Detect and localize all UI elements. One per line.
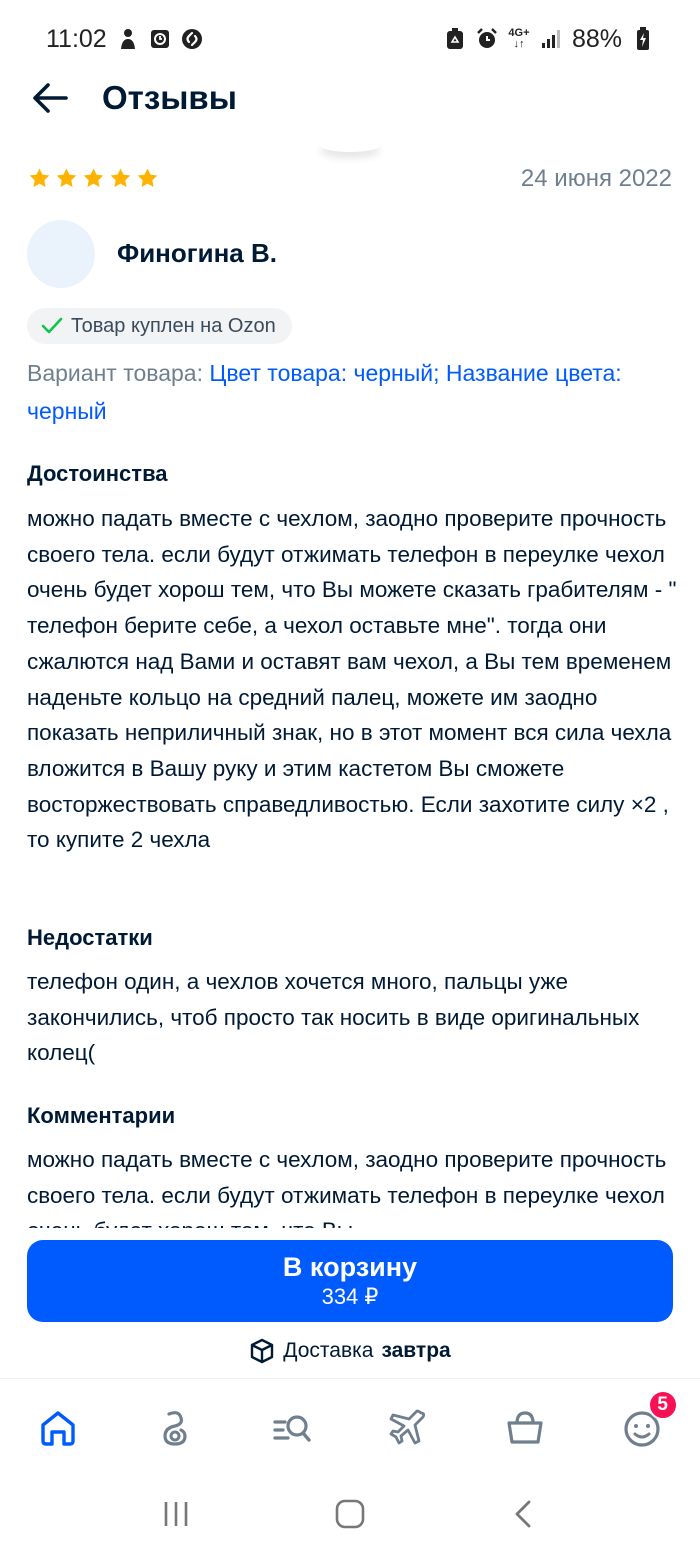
status-left xyxy=(46,25,203,54)
back-system-button[interactable] xyxy=(509,1499,539,1534)
status-time: 11:02 xyxy=(46,24,107,53)
review-date: 24 июня 2022 xyxy=(520,165,672,192)
delivery-info xyxy=(0,1338,700,1364)
shazam-icon xyxy=(181,28,203,50)
pros-text: можно падать вместе с чехлом, заодно проверите прочность своего тела. если будут отжимать телефон в переулке чехол очень будет хорош тем, что Вы можете сказать грабителям - " телефон берите себе, а чехол оставьте мне". тогда они сжалются над Вами и оставят вам чехол, а Вы тем временем наденьте кольцо на средний палец, можете им заодно показать неприличный знак, но в этот момент вся сила чехла вложится в Вашу руку и этим кастетом Вы сможете восторжествовать справедливостью. Если захотите силу ×2 , то купите 2 чехла xyxy=(27,506,677,853)
cons-text: телефон один, а чехлов хочется много, пальцы уже закончились, чтоб просто так носить в виде оригинальных колец( xyxy=(27,969,640,1066)
recent-apps-button[interactable] xyxy=(161,1499,191,1534)
tab-travel[interactable] xyxy=(378,1398,438,1458)
tab-search-list[interactable] xyxy=(262,1398,322,1458)
delivery-prefix: Доставка xyxy=(283,1339,374,1362)
alarm-icon xyxy=(476,28,498,50)
chevron-left-icon xyxy=(509,1499,539,1529)
battery-charging-icon xyxy=(632,28,654,50)
star-icon xyxy=(136,167,159,190)
status-right xyxy=(444,25,654,54)
delivery-when: завтра xyxy=(381,1339,451,1362)
check-icon xyxy=(41,316,63,336)
author-name[interactable]: Финогина В. xyxy=(117,238,277,268)
purchased-badge xyxy=(27,308,292,344)
clock-app-icon xyxy=(149,28,171,50)
pros-title: Достоинства xyxy=(27,461,168,486)
comment-title: Комментарии xyxy=(27,1103,176,1128)
cart-area xyxy=(0,1228,700,1378)
network-type: 4G+ ↓↑ xyxy=(508,27,530,50)
add-to-cart-button[interactable] xyxy=(27,1240,673,1322)
review-card[interactable] xyxy=(0,150,700,1228)
bottom-tabbar xyxy=(0,1378,700,1476)
comment-text: можно падать вместе с чехлом, заодно проверите прочность своего тела. если будут отжимать телефон в переулке чехол xyxy=(27,1147,667,1208)
recent-apps-icon xyxy=(161,1499,191,1529)
tab-catalog[interactable] xyxy=(145,1398,205,1458)
cart-button-price: 334 ₽ xyxy=(321,1284,379,1309)
notification-badge: 5 xyxy=(648,1390,678,1420)
page-title: Отзывы xyxy=(102,79,237,116)
tab-cart[interactable] xyxy=(495,1398,555,1458)
star-icon xyxy=(55,167,78,190)
tab-home[interactable] xyxy=(28,1398,88,1458)
cons-title: Недостатки xyxy=(27,925,153,950)
avatar[interactable] xyxy=(27,220,95,288)
rating-stars xyxy=(28,167,159,190)
star-icon xyxy=(82,167,105,190)
home-icon xyxy=(38,1408,78,1448)
battery-percent: 88% xyxy=(571,24,622,53)
product-variant xyxy=(27,354,700,430)
tab-profile[interactable] xyxy=(612,1393,672,1458)
plane-icon xyxy=(388,1408,428,1448)
home-system-button[interactable] xyxy=(334,1498,366,1535)
variant-label: Вариант товара: xyxy=(27,360,203,386)
box-icon xyxy=(249,1338,275,1364)
purchased-badge-label: Товар куплен на Ozon xyxy=(71,314,276,337)
variant-value[interactable]: Цвет товара: черный; Название цвета: черный xyxy=(27,360,622,424)
recycle-icon xyxy=(444,28,466,50)
back-arrow-icon xyxy=(30,78,70,118)
basket-icon xyxy=(505,1408,545,1448)
back-button[interactable] xyxy=(28,76,72,120)
sheet-handle xyxy=(320,138,380,152)
system-navigation xyxy=(0,1476,700,1556)
catalog-icon xyxy=(155,1408,195,1448)
home-square-icon xyxy=(334,1498,366,1530)
star-icon xyxy=(109,167,132,190)
star-icon xyxy=(28,167,51,190)
status-bar xyxy=(0,0,700,78)
signal-icon xyxy=(540,28,562,50)
person-notification-icon xyxy=(117,28,139,50)
cart-button-label: В корзину xyxy=(282,1252,418,1282)
search-list-icon xyxy=(272,1408,312,1448)
